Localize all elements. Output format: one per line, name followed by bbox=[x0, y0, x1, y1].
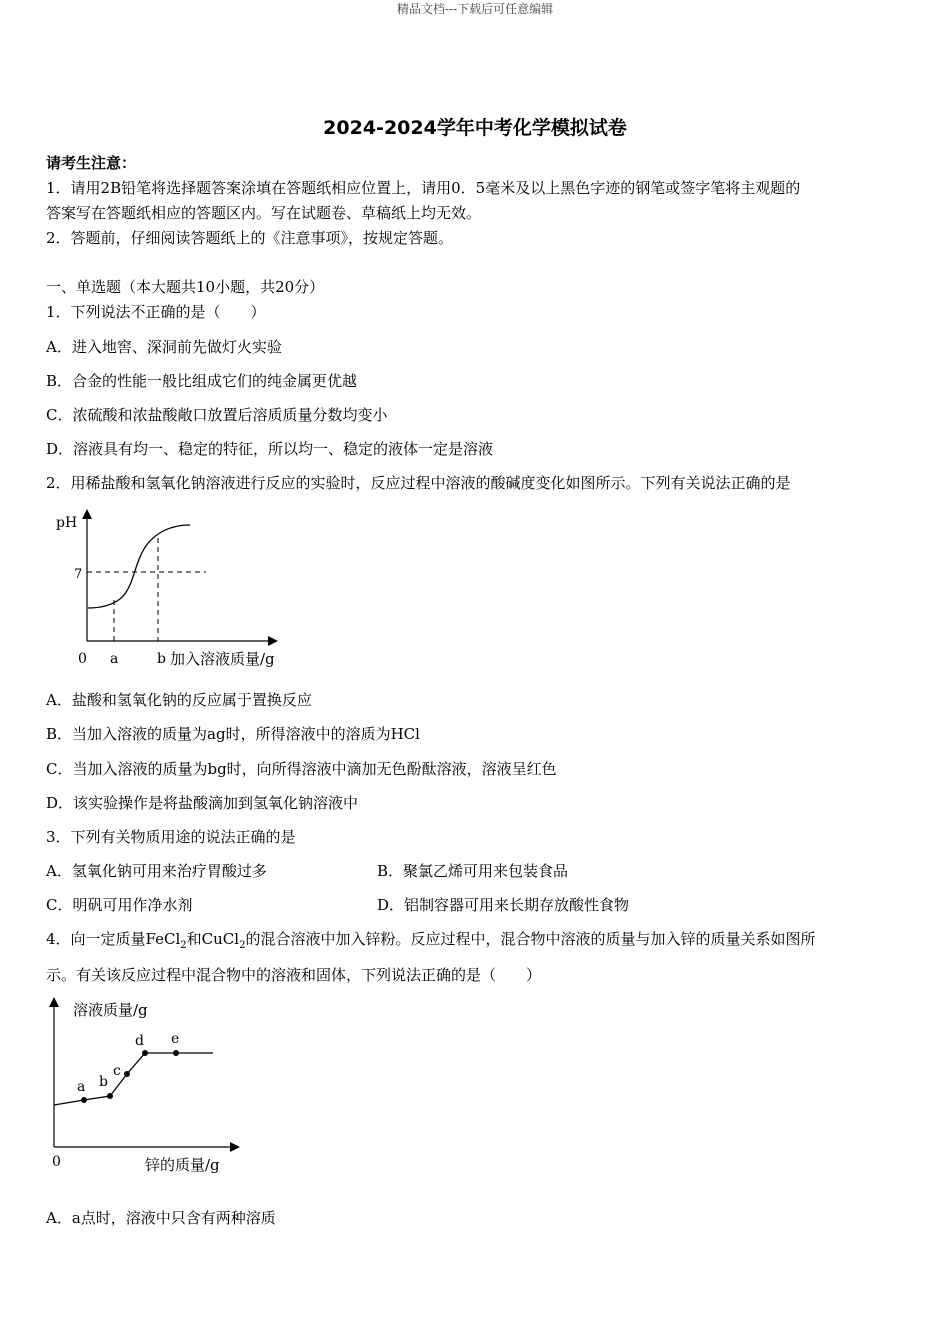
fig2-xlabel: 锌的质量/g bbox=[145, 1156, 220, 1174]
q4-option-a: A．a点时，溶液中只含有两种溶质 bbox=[46, 1209, 276, 1227]
fig1-ph-curve bbox=[88, 525, 190, 608]
zinc-mass-figure bbox=[40, 993, 270, 1183]
q1-option-b: B．合金的性能一般比组成它们的纯金属更优越 bbox=[46, 372, 358, 390]
q2-stem: 2．用稀盐酸和氢氧化钠溶液进行反应的实验时，反应过程中溶液的酸碱度变化如图所示。下列有关说法正确的是 bbox=[46, 474, 791, 492]
fig2-point-c bbox=[124, 1071, 130, 1077]
notice-item2: 2．答题前，仔细阅读答题纸上的《注意事项》，按规定答题。 bbox=[46, 229, 454, 247]
fig2-label-b: b bbox=[99, 1074, 108, 1090]
q1-stem: 1．下列说法不正确的是（ ） bbox=[46, 303, 266, 321]
fig1-ylabel: pH bbox=[56, 515, 78, 531]
fig1-y7-label: 7 bbox=[74, 567, 83, 582]
fig1-a-label: a bbox=[110, 651, 119, 667]
fig2-label-a: a bbox=[77, 1079, 86, 1095]
q4-stem-line1 bbox=[46, 928, 815, 951]
notice-item1-line2: 答案写在答题纸相应的答题区内。写在试题卷、草稿纸上均无效。 bbox=[46, 204, 482, 222]
q2-option-a: A．盐酸和氢氧化钠的反应属于置换反应 bbox=[46, 691, 312, 709]
q2-option-d: D．该实验操作是将盐酸滴加到氢氧化钠溶液中 bbox=[46, 794, 359, 812]
header-note: 精品文档---下载后可任意编辑 bbox=[396, 2, 554, 16]
fig2-label-c: c bbox=[113, 1063, 121, 1079]
q4-stem-line2: 示。有关该反应过程中混合物中的溶液和固体，下列说法正确的是（ ） bbox=[46, 966, 542, 984]
fig2-point-b bbox=[107, 1093, 113, 1099]
fig1-b-label: b bbox=[157, 651, 166, 667]
q4-stem-part2: 和CuCl bbox=[186, 930, 240, 948]
fig2-x-arrow bbox=[230, 1142, 240, 1152]
q1-option-d: D．溶液具有均一、稳定的特征，所以均一、稳定的液体一定是溶液 bbox=[46, 440, 494, 458]
q1-option-a: A．进入地窖、深洞前先做灯火实验 bbox=[46, 338, 282, 356]
q3-option-a: A．氢氧化钠可用来治疗胃酸过多 bbox=[46, 862, 267, 880]
q4-stem-part1: 4．向一定质量FeCl bbox=[46, 930, 181, 948]
q3-stem: 3．下列有关物质用途的说法正确的是 bbox=[46, 828, 296, 846]
q3-option-c: C．明矾可用作净水剂 bbox=[46, 896, 193, 914]
ph-curve-figure bbox=[40, 505, 300, 675]
fig1-origin: 0 bbox=[78, 651, 87, 667]
fig2-point-d bbox=[142, 1050, 148, 1056]
fig2-point-e bbox=[173, 1050, 179, 1056]
fig2-ylabel: 溶液质量/g bbox=[73, 1001, 148, 1019]
fig2-label-d: d bbox=[135, 1033, 144, 1049]
section-heading: 一、单选题（本大题共10小题，共20分） bbox=[46, 278, 325, 296]
notice-item1-line1: 1．请用2B铅笔将选择题答案涂填在答题纸相应位置上，请用0．5毫米及以上黑色字迹的钢笔或签字笔将主观题的 bbox=[46, 179, 801, 197]
q3-option-d: D．铝制容器可用来长期存放酸性食物 bbox=[377, 896, 630, 914]
notice-heading: 请考生注意： bbox=[46, 154, 137, 172]
fig2-y-arrow bbox=[49, 997, 59, 1007]
fig1-x-arrow bbox=[268, 636, 278, 646]
q4-sub1: 2 bbox=[180, 940, 187, 951]
page-title: 2024-2024学年中考化学模拟试卷 bbox=[323, 117, 627, 139]
fig2-origin: 0 bbox=[52, 1154, 61, 1170]
q1-option-c: C．浓硫酸和浓盐酸敞口放置后溶质质量分数均变小 bbox=[46, 406, 388, 424]
q4-sub2: 2 bbox=[239, 940, 246, 951]
fig1-xlabel: 加入溶液质量/g bbox=[170, 650, 275, 668]
q3-option-b: B．聚氯乙烯可用来包装食品 bbox=[377, 862, 569, 880]
fig1-y-arrow bbox=[82, 509, 92, 519]
q4-stem-part3: 的混合溶液中加入锌粉。反应过程中，混合物中溶液的质量与加入锌的质量关系如图所 bbox=[245, 930, 816, 948]
fig2-point-a bbox=[81, 1097, 87, 1103]
q2-option-b: B．当加入溶液的质量为ag时，所得溶液中的溶质为HCl bbox=[46, 725, 420, 743]
q2-option-c: C．当加入溶液的质量为bg时，向所得溶液中滴加无色酚酞溶液，溶液呈红色 bbox=[46, 760, 557, 778]
fig2-label-e: e bbox=[171, 1031, 180, 1047]
